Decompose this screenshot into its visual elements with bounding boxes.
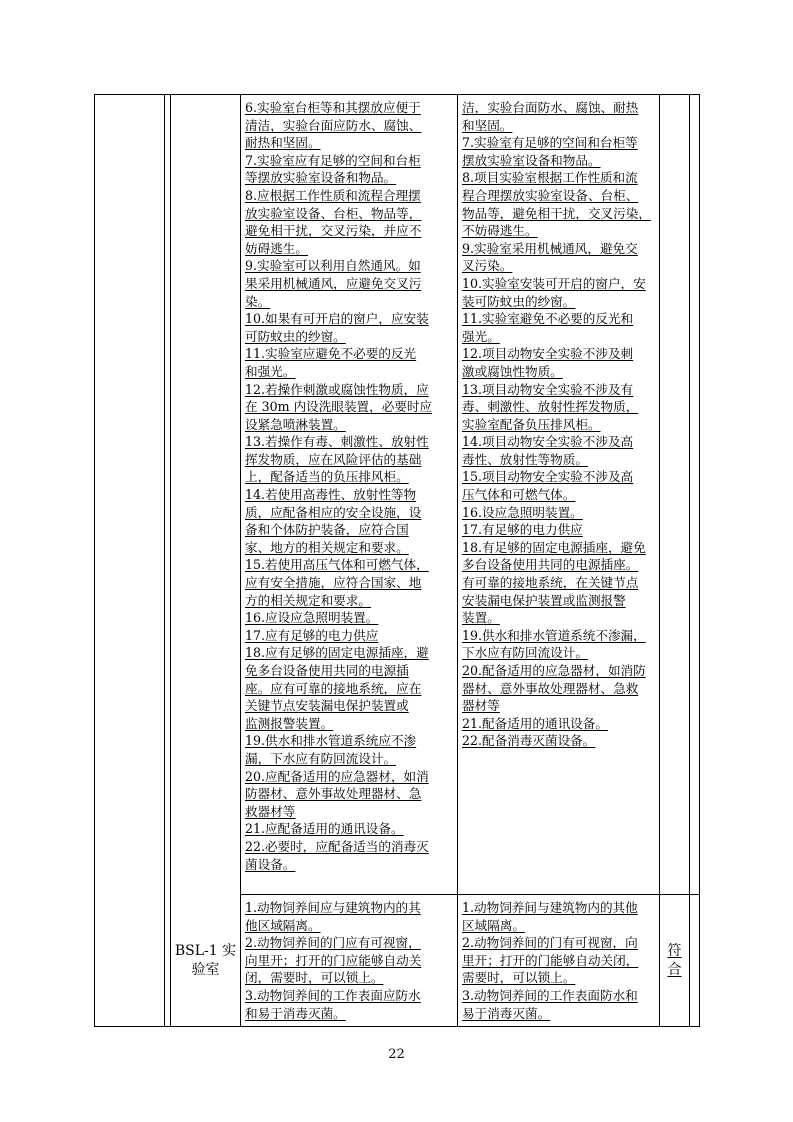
row1-requirement-line: 在 30m 内设洗眼装置，必要时应 xyxy=(245,399,433,415)
row1-requirement-line: 菌设备。 xyxy=(245,856,296,872)
row1-implementation-line: 实验室配备负压排风柜。 xyxy=(462,416,601,432)
col-divider-6 xyxy=(689,95,690,1026)
row1-implementation-line: 压气体和可燃气体。 xyxy=(462,487,576,503)
row2-requirement-line: 2.动物饲养间的门应有可视窗， xyxy=(245,935,421,951)
row1-requirement-line: 21.应配备适用的通讯设备。 xyxy=(245,821,404,837)
page-number: 22 xyxy=(388,1047,405,1062)
row-divider xyxy=(240,894,699,895)
row1-implementation-line: 21.配备适用的通讯设备。 xyxy=(462,715,608,731)
row1-requirement-line: 放实验室设备、台柜、物品等， xyxy=(245,205,422,221)
row2-requirement-line: 向里开；打开的门应能够自动关 xyxy=(245,952,422,968)
row1-requirement-line: 7.实验室应有足够的空间和台柜 xyxy=(245,152,421,168)
row2-implementation xyxy=(458,899,659,1026)
row1-requirement-line: 质，应配备相应的安全设施，设 xyxy=(245,504,422,520)
row1-implementation-line: 15.项目动物安全实验不涉及高 xyxy=(462,469,634,485)
row1-requirement-line: 漏，下水应有防回流设计。 xyxy=(245,750,397,766)
row1-implementation-line: 多台设备使用共同的电源插座。 xyxy=(462,557,639,573)
row1-implementation-line: 9.实验室采用机械通风，避免交 xyxy=(462,240,638,256)
row1-implementation-line: 11.实验室避免不必要的反光和 xyxy=(462,311,634,327)
row1-implementation-line: 程合理摆放实验室设备、台柜、 xyxy=(462,187,639,203)
row1-implementation-line: 12.项目动物安全实验不涉及刺 xyxy=(462,346,634,362)
row1-requirement-line: 救器材等 xyxy=(245,803,296,819)
row2-implementation-line: 区域隔离。 xyxy=(462,917,525,933)
row1-requirement-line: 17.应有足够的电力供应 xyxy=(245,627,379,643)
row1-implementation-line: 毒、刺激性、放射性挥发物质， xyxy=(462,399,639,415)
row1-implementation-line: 22.配备消毒灭菌设备。 xyxy=(462,733,596,749)
row2-requirement-line: 和易于消毒灭菌。 xyxy=(245,1005,346,1021)
row1-requirement-line: 可防蚊虫的纱窗。 xyxy=(245,328,346,344)
row1-requirement-line: 避免相干扰，交叉污染，并应不 xyxy=(245,223,422,239)
row1-implementation-line: 14.项目动物安全实验不涉及高 xyxy=(462,434,634,450)
row1-implementation-line: 强光。 xyxy=(462,328,500,344)
row1-requirement-line: 22.必要时，应配备适当的消毒灭 xyxy=(245,838,429,854)
row1-requirement-line: 果采用机械通风，应避免交叉污 xyxy=(245,275,422,291)
row1-implementation-line: 有可靠的接地系统，在关键节点 xyxy=(462,575,639,591)
row1-requirement-line: 20.应配备适用的应急器材，如消 xyxy=(245,768,429,784)
row1-requirement-line: 挥发物质，应在风险评估的基础 xyxy=(245,451,422,467)
row2-requirement-line: 1.动物饲养间应与建筑物内的其 xyxy=(245,900,421,915)
row1-result xyxy=(660,99,689,894)
row2-category xyxy=(171,895,240,1026)
row1-requirement-line: 方的相关规定和要求。 xyxy=(245,592,371,608)
row1-requirement-line: 11.实验室应避免不必要的反光 xyxy=(245,346,417,362)
row1-requirement-line: 16.应设应急照明装置。 xyxy=(245,610,379,626)
row1-requirement-line: 和强光。 xyxy=(245,363,296,379)
row1-requirement-line: 关键节点安装漏电保护装置或 xyxy=(245,698,409,714)
row1-implementation-line: 安装漏电保护装置或监测报警 xyxy=(462,592,626,608)
row1-requirement-line: 设紧急喷淋装置。 xyxy=(245,416,346,432)
row1-requirement-line: 13.若操作有毒、刺激性、放射性 xyxy=(245,434,429,450)
row2-result xyxy=(660,895,689,1026)
row1-requirement-line: 8.应根据工作性质和流程合理摆 xyxy=(245,187,421,203)
row1-requirement-line: 14.若使用高毒性、放射性等物 xyxy=(245,487,417,503)
row2-result-text: 符合 xyxy=(667,942,682,978)
row1-implementation-line: 装可防蚊虫的纱窗。 xyxy=(462,293,576,309)
row2-requirement-line: 他区域隔离。 xyxy=(245,917,321,933)
row2-requirement-line: 闭，需要时，可以锁上。 xyxy=(245,970,384,986)
row2-implementation-line: 需要时，可以锁上。 xyxy=(462,970,576,986)
row1-requirement-line: 耐热和坚固。 xyxy=(245,135,321,151)
row1-requirement-line: 12.若操作刺激或腐蚀性物质，应 xyxy=(245,381,429,397)
col-divider-1 xyxy=(164,95,165,1026)
row2-implementation-line: 易于消毒灭菌。 xyxy=(462,1005,551,1021)
row2-implementation-line: 2.动物饲养间的门有可视窗，向 xyxy=(462,935,638,951)
row2-category-text: BSL-1 实验室 xyxy=(174,942,237,978)
row1-implementation-line: 摆放实验室设备和物品。 xyxy=(462,152,601,168)
row1-requirement-line: 监测报警装置。 xyxy=(245,715,334,731)
row1-requirement-line: 染。 xyxy=(245,293,271,309)
row2-requirements xyxy=(241,899,457,1026)
row1-implementation-line: 不妨碍逃生。 xyxy=(462,223,538,239)
row1-requirement-line: 等摆放实验室设备和物品。 xyxy=(245,170,397,186)
row1-implementation-line: 8.项目实验室根据工作性质和流 xyxy=(462,170,638,186)
row1-implementation-line: 器材等 xyxy=(462,698,500,714)
row1-implementation-line: 叉污染。 xyxy=(462,258,513,274)
row1-requirement-line: 防器材、意外事故处理器材、急 xyxy=(245,786,422,802)
standards-table xyxy=(94,94,700,1027)
col-divider-2 xyxy=(170,95,171,1026)
row1-implementation-line: 器材、意外事故处理器材、急救 xyxy=(462,680,639,696)
row1-implementation-line: 7.实验室有足够的空间和台柜等 xyxy=(462,135,638,151)
row1-requirement-line: 妨碍逃生。 xyxy=(245,240,308,256)
row1-implementation-line: 毒性、放射性等物质。 xyxy=(462,451,588,467)
row2-requirement-line: 3.动物饲养间的工作表面应防水 xyxy=(245,987,421,1003)
row1-requirement-line: 清洁，实验台面应防水、腐蚀、 xyxy=(245,117,422,133)
row1-implementation-line: 19.供水和排水管道系统不渗漏， xyxy=(462,627,646,643)
row1-requirement-line: 15.若使用高压气体和可燃气体， xyxy=(245,557,429,573)
row1-requirement-line: 备和个体防护装备，应符合国 xyxy=(245,522,409,538)
row1-implementation-line: 16.设应急照明装置。 xyxy=(462,504,583,520)
row1-implementation-line: 20.配备适用的应急器材，如消防 xyxy=(462,663,646,678)
row1-implementation xyxy=(458,99,659,894)
row1-implementation-line: 洁，实验台面防水、腐蚀、耐热 xyxy=(462,100,639,115)
row1-implementation-line: 装置。 xyxy=(462,610,500,626)
row1-requirement-line: 19.供水和排水管道系统应不渗 xyxy=(245,733,417,749)
row1-requirement-line: 座。应有可靠的接地系统，应在 xyxy=(245,680,422,696)
row1-requirement-line: 免多台设备使用共同的电源插 xyxy=(245,663,409,678)
row1-requirement-line: 家、地方的相关规定和要求。 xyxy=(245,539,409,555)
row1-implementation-line: 17.有足够的电力供应 xyxy=(462,522,583,538)
row1-implementation-line: 下水应有防回流设计。 xyxy=(462,645,588,661)
row1-implementation-line: 10.实验室安装可开启的窗户，安 xyxy=(462,275,646,291)
row1-implementation-line: 和坚固。 xyxy=(462,117,513,133)
row1-requirements xyxy=(241,99,457,894)
row1-requirement-line: 10.如果有可开启的窗户，应安装 xyxy=(245,311,429,327)
row1-requirement-line: 18.应有足够的固定电源插座，避 xyxy=(245,645,429,661)
row1-requirement-line: 应有安全措施，应符合国家、地 xyxy=(245,575,422,591)
row1-implementation-line: 13.项目动物安全实验不涉及有 xyxy=(462,381,634,397)
row1-implementation-line: 激或腐蚀性物质。 xyxy=(462,363,563,379)
row1-implementation-line: 物品等，避免相干扰，交叉污染， xyxy=(462,205,651,221)
row1-requirement-line: 9.实验室可以利用自然通风。如 xyxy=(245,258,421,274)
row1-requirement-line: 6.实验室台柜等和其摆放应便于 xyxy=(245,100,421,115)
row1-requirement-line: 上，配备适当的负压排风柜。 xyxy=(245,469,409,485)
row2-implementation-line: 里开；打开的门能够自动关闭， xyxy=(462,952,639,968)
row1-implementation-line: 18.有足够的固定电源插座，避免 xyxy=(462,539,646,555)
row2-implementation-line: 3.动物饲养间的工作表面防水和 xyxy=(462,987,638,1003)
row2-implementation-line: 1.动物饲养间与建筑物内的其他 xyxy=(462,900,638,915)
